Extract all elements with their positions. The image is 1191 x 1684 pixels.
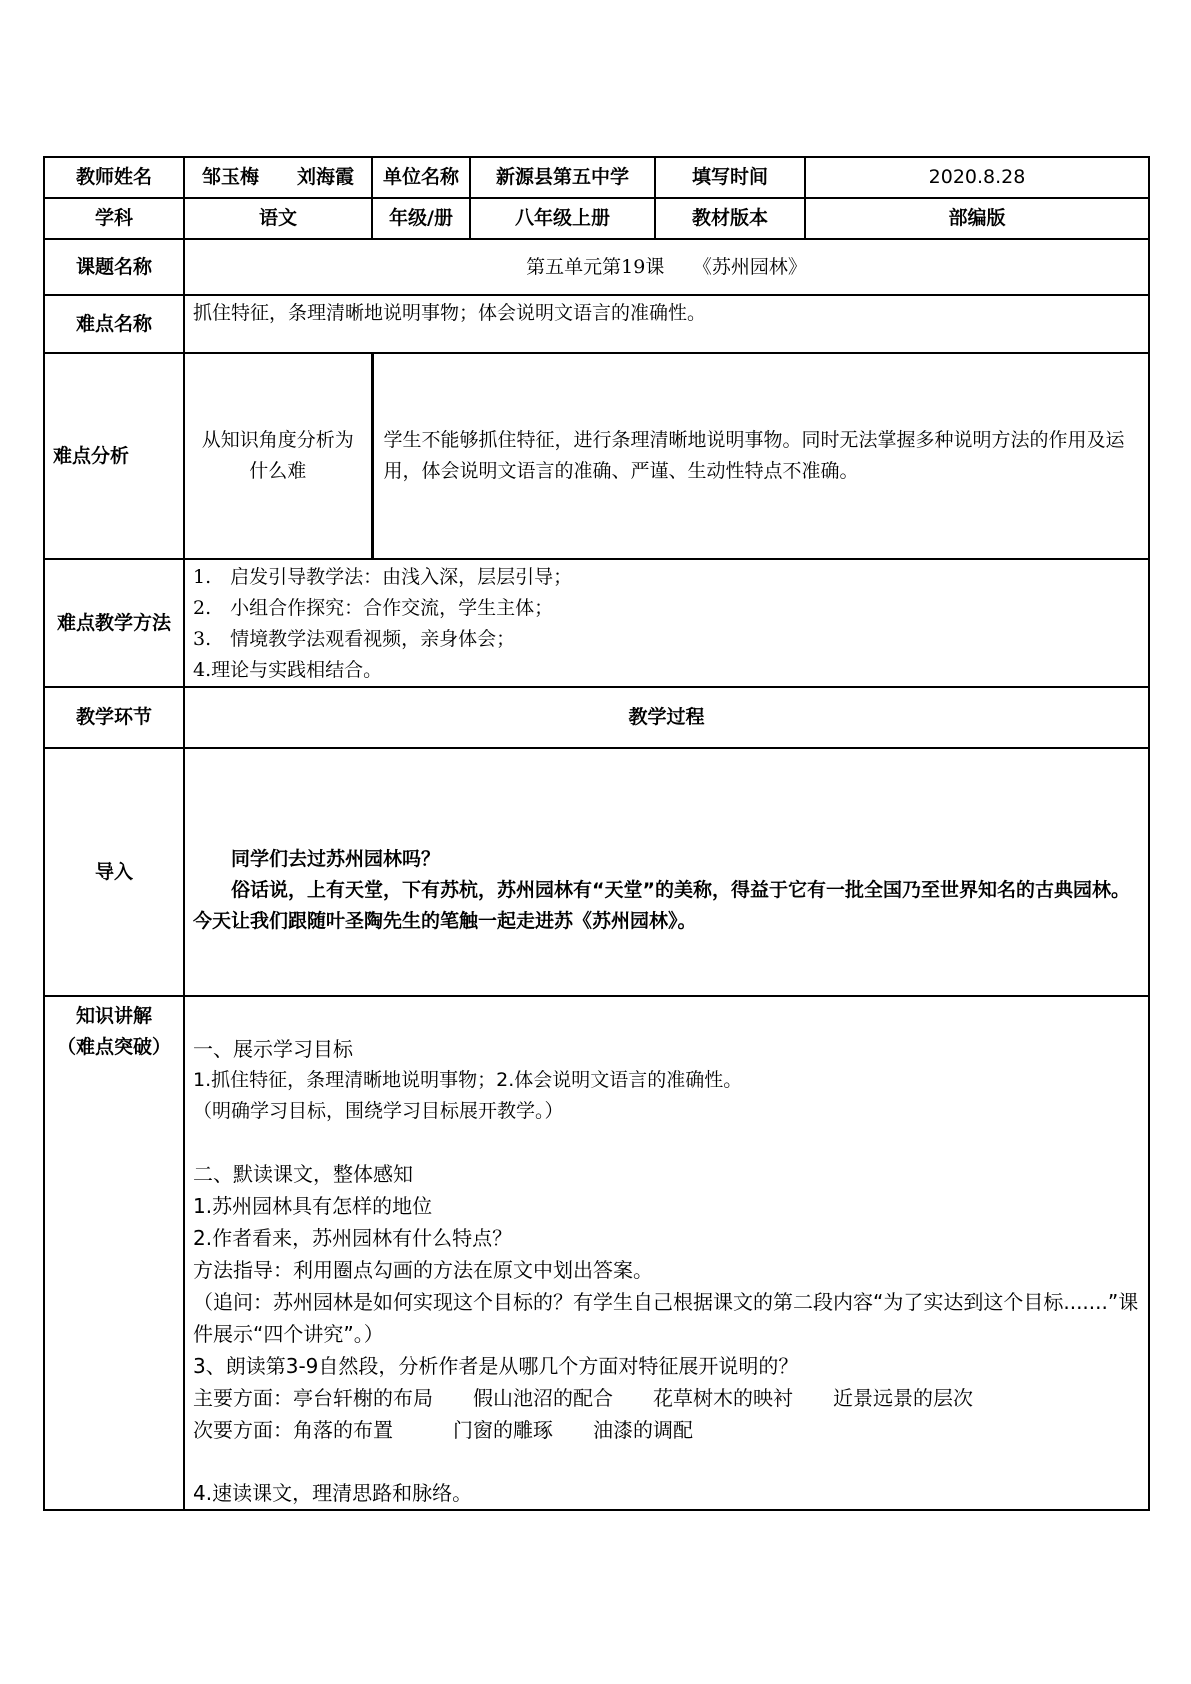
method-item-1: 1. 启发引导教学法：由浅入深，层层引导； [193,566,573,588]
edition-value: 部编版 [805,198,1149,239]
knowledge-row [44,996,1149,1510]
process-header-row [44,687,1149,748]
method-item-4: 4.理论与实践相结合。 [193,659,383,681]
section-2-question-3: 3、朗读第3-9自然段，分析作者是从哪几个方面对特征展开说明的？ [193,1354,799,1378]
intro-line-2: 俗话说，上有天堂，下有苏杭，苏州园林有“天堂”的美称，得益于它有一批全国乃至世界知名的古典园林。今天让我们跟随叶圣陶先生的笔触一起走进苏《苏州园林》。 [193,878,1130,932]
intro-content [184,748,1149,996]
section-2-minor-aspects: 次要方面：角落的布置 门窗的雕琢 油漆的调配 [193,1418,693,1442]
knowledge-label-line-2: （难点突破） [56,1036,171,1058]
difficulty-value: 抓住特征，条理清晰地说明事物；体会说明文语言的准确性。 [184,295,1149,353]
spacer [193,1446,1140,1477]
stage-label: 教学环节 [44,687,184,748]
analysis-sub-label: 从知识角度分析为什么难 [184,353,372,559]
knowledge-content [184,996,1149,1510]
date-label: 填写时间 [655,157,805,198]
knowledge-label-line-1: 知识讲解 [75,1005,152,1027]
knowledge-label [44,996,184,1510]
lesson-plan-table [43,156,1150,1511]
process-label: 教学过程 [184,687,1149,748]
subject-value: 语文 [184,198,372,239]
analysis-text: 学生不能够抓住特征，进行条理清晰地说明事物。同时无法掌握多种说明方法的作用及运用，体会说明文语言的准确、严谨、生动性特点不准确。 [372,353,1149,559]
difficulty-label: 难点名称 [44,295,184,353]
methods-list [184,559,1149,687]
topic-value: 第五单元第19课 《苏州园林》 [184,239,1149,295]
section-2-main-aspects: 主要方面：亭台轩榭的布局 假山池沼的配合 花草树木的映衬 近景远景的层次 [193,1386,973,1410]
unit-label: 单位名称 [372,157,470,198]
intro-line-1: 同学们去过苏州园林吗？ [231,847,441,870]
section-2-question-4: 4.速读课文，理清思路和脉络。 [193,1481,473,1505]
difficulty-row [44,295,1149,353]
topic-row [44,239,1149,295]
teacher-value: 邹玉梅 刘海霞 [184,157,372,198]
intro-label: 导入 [44,748,184,996]
date-value: 2020.8.28 [805,157,1149,198]
section-2-followup: （追问：苏州园林是如何实现这个目标的？有学生自己根据课文的第二段内容“为了实达到这个目标.......”课件展示“四个讲究”。） [193,1290,1139,1346]
analysis-row [44,353,1149,559]
edition-label: 教材版本 [655,198,805,239]
subject-label: 学科 [44,198,184,239]
section-1-title: 一、展示学习目标 [193,1037,353,1061]
analysis-label: 难点分析 [44,353,184,559]
grade-value: 八年级上册 [470,198,655,239]
method-item-3: 3. 情境教学法观看视频，亲身体会； [193,628,516,650]
method-item-2: 2. 小组合作探究：合作交流，学生主体； [193,597,554,619]
teacher-label: 教师姓名 [44,157,184,198]
header-row-1 [44,157,1149,198]
section-2-question-1: 1.苏州园林具有怎样的地位 [193,1194,433,1218]
topic-label: 课题名称 [44,239,184,295]
grade-label: 年级/册 [372,198,470,239]
section-2-method: 方法指导：利用圈点勾画的方法在原文中划出答案。 [193,1258,653,1282]
section-1-line-2: （明确学习目标，围绕学习目标展开教学。） [193,1100,564,1122]
intro-row [44,748,1149,996]
section-1-line-1: 1.抓住特征，条理清晰地说明事物；2.体会说明文语言的准确性。 [193,1069,743,1091]
section-2-question-2: 2.作者看来，苏州园林有什么特点？ [193,1226,513,1250]
unit-value: 新源县第五中学 [470,157,655,198]
header-row-2 [44,198,1149,239]
methods-label: 难点教学方法 [44,559,184,687]
section-2-title: 二、默读课文，整体感知 [193,1162,413,1186]
spacer [193,1127,1140,1158]
methods-row [44,559,1149,687]
